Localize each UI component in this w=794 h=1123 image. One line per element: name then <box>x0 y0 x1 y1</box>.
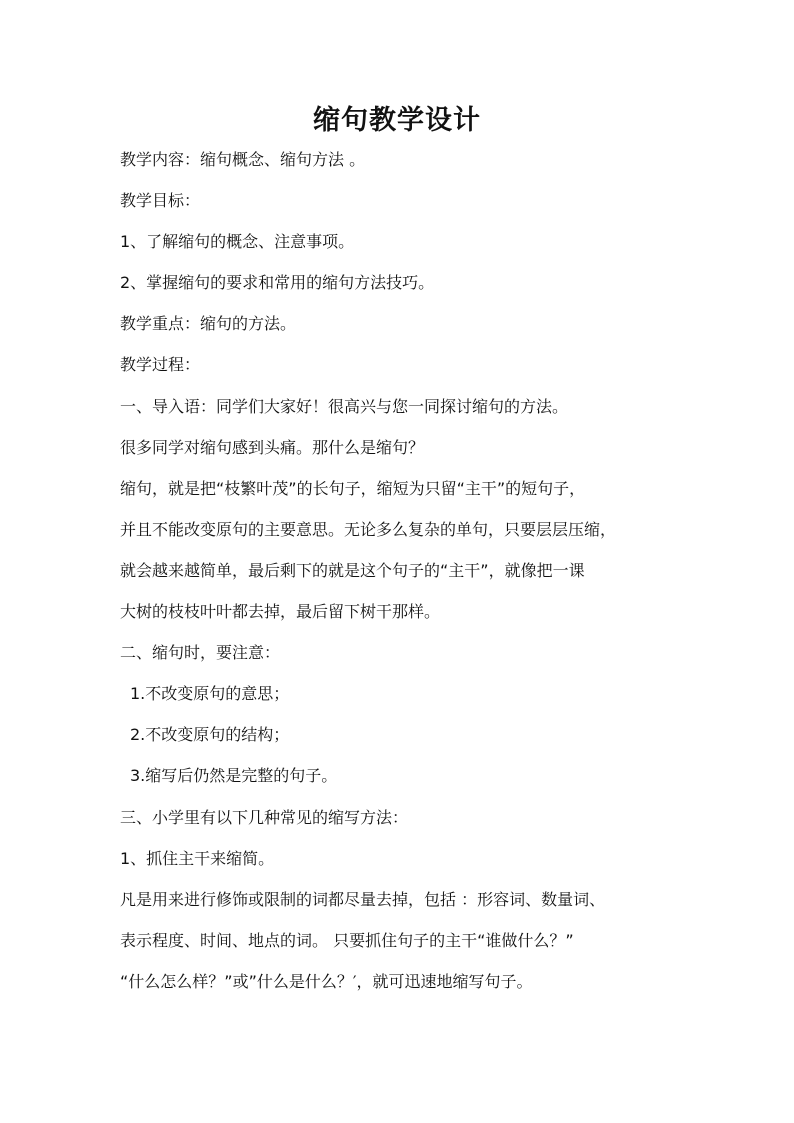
paragraph-goal-1: 1、了解缩句的概念、注意事项。 <box>120 232 355 252</box>
paragraph-introduction: 一、导入语：同学们大家好！很高兴与您一同探讨缩句的方法。 <box>120 396 569 416</box>
paragraph-goal-2: 2、掌握缩句的要求和常用的缩句方法技巧。 <box>120 273 435 293</box>
paragraph-definition-line-4: 大树的枝枝叶叶都去掉，最后留下树干那样。 <box>120 602 441 622</box>
paragraph-teaching-goals-heading: 教学目标： <box>120 191 201 211</box>
paragraph-method-1-detail-line-3: “什么怎么样？”或”什么是什么？′，就可迅速地缩写句子。 <box>120 971 533 991</box>
paragraph-notes-heading: 二、缩句时，要注意： <box>120 643 281 663</box>
paragraph-note-1: 1.不改变原句的意思； <box>130 684 290 704</box>
paragraph-definition-line-1: 缩句，就是把“枝繁叶茂”的长句子，缩短为只留“主干”的短句子， <box>120 478 586 498</box>
document-body <box>120 148 700 1011</box>
paragraph-method-1: 1、抓住主干来缩简。 <box>120 848 275 868</box>
paragraph-teaching-focus: 教学重点：缩句的方法。 <box>120 314 297 334</box>
paragraph-method-1-detail-line-2: 表示程度、时间、地点的词。 只要抓住句子的主干“谁做什么？” <box>120 930 574 950</box>
paragraph-note-2: 2.不改变原句的结构； <box>130 725 290 745</box>
paragraph-question: 很多同学对缩句感到头痛。那什么是缩句？ <box>120 437 425 457</box>
document-title: 缩句教学设计 <box>313 105 481 136</box>
paragraph-methods-heading: 三、小学里有以下几种常见的缩写方法： <box>120 807 409 827</box>
paragraph-method-1-detail-line-1: 凡是用来进行修饰或限制的词都尽量去掉，包括 ：形容词、数量词、 <box>120 889 606 909</box>
paragraph-definition-line-2: 并且不能改变原句的主要意思。无论多么复杂的单句，只要层层压缩， <box>120 519 617 539</box>
paragraph-definition-line-3: 就会越来越简单，最后剩下的就是这个句子的“主干”，就像把一课 <box>120 560 585 580</box>
paragraph-teaching-content: 教学内容：缩句概念、缩句方法 。 <box>120 150 366 169</box>
paragraph-note-3: 3.缩写后仍然是完整的句子。 <box>130 766 338 786</box>
paragraph-teaching-process-heading: 教学过程： <box>120 355 201 375</box>
